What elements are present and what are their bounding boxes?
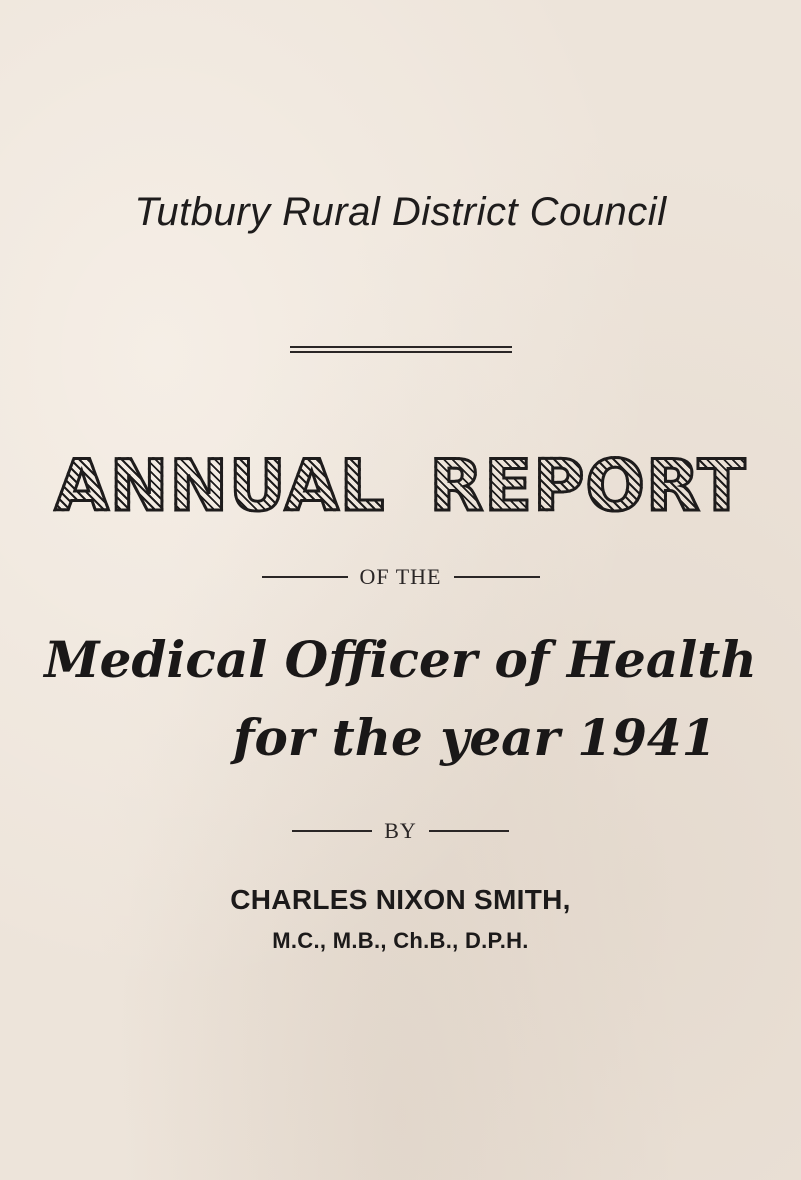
title-word-report: REPORT	[429, 445, 747, 527]
subtitle-line-2: for the year 1941	[233, 708, 717, 767]
separator-line-left	[292, 830, 372, 832]
separator-line-right	[454, 576, 540, 578]
of-the-separator	[0, 564, 801, 590]
double-rule-divider	[290, 346, 512, 360]
by-separator	[0, 818, 801, 844]
subtitle-line-1: Medical Officer of Health	[44, 630, 757, 689]
rule-line-top	[290, 346, 512, 348]
by-text: BY	[384, 818, 417, 843]
author-name: CHARLES NIXON SMITH,	[230, 884, 571, 915]
rule-line-bottom	[290, 351, 512, 353]
of-the-text: OF THE	[359, 564, 442, 589]
title-word-annual: ANNUAL	[54, 445, 386, 527]
separator-line-right	[429, 830, 509, 832]
council-name: Tutbury Rural District Council	[134, 190, 667, 234]
author-qualifications: M.C., M.B., Ch.B., D.P.H.	[272, 928, 529, 953]
separator-line-left	[262, 576, 348, 578]
report-title	[0, 446, 801, 526]
